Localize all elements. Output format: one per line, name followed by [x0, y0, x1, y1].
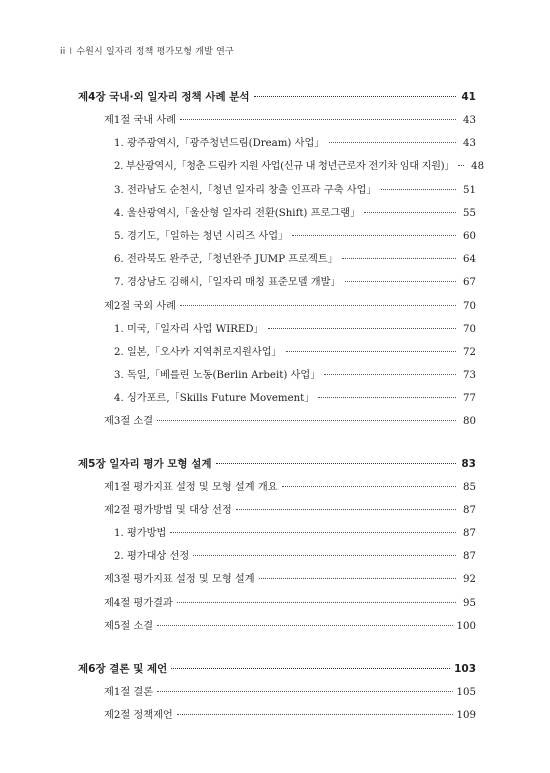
leader-dots [342, 258, 456, 259]
page-number: 73 [463, 370, 476, 382]
leader-dots [259, 578, 456, 579]
toc-entry[interactable] [78, 132, 476, 155]
leader-dots [177, 714, 453, 715]
entry-label: 제4절 평가결과 [104, 597, 173, 609]
entry-label: 제1절 결론 [104, 686, 154, 698]
toc-entry[interactable] [78, 499, 476, 522]
toc-entry[interactable] [78, 341, 476, 364]
toc-chapter-5[interactable] [78, 453, 476, 476]
leader-dots [254, 96, 456, 97]
page-number: 43 [463, 115, 476, 126]
leader-dots [180, 305, 456, 306]
chapter-spacer [78, 638, 476, 658]
toc-chapter-6[interactable] [78, 658, 476, 681]
leader-dots [282, 486, 456, 487]
toc-entry[interactable] [78, 592, 476, 615]
page-number: 72 [463, 346, 476, 358]
leader-dots [329, 142, 457, 143]
header-separator: I [69, 47, 73, 57]
page-number: 60 [463, 230, 476, 242]
toc-entry[interactable] [78, 109, 476, 132]
leader-dots [292, 235, 456, 236]
toc-entry[interactable] [78, 410, 476, 433]
entry-label: 3. 독일,「베를린 노동(Berlin Arbeit) 사업」 [114, 370, 321, 382]
leader-dots [170, 532, 456, 533]
toc-entry[interactable] [78, 476, 476, 499]
leader-dots [324, 374, 456, 375]
leader-dots [236, 509, 456, 510]
entry-label: 7. 경상남도 김해시,「일자리 매칭 표준모델 개발」 [114, 277, 341, 289]
page-number: 87 [463, 504, 476, 516]
entry-label: 1. 미국,「일자리 사업 WIRED」 [114, 323, 264, 335]
table-of-contents [78, 86, 485, 727]
chapter-title: 제4장 국내·외 일자리 정책 사례 분석 [78, 91, 250, 103]
toc-entry[interactable] [78, 179, 476, 202]
page-number: 92 [463, 574, 476, 586]
leader-dots [286, 351, 456, 352]
page-number: 95 [463, 597, 476, 609]
entry-label: 제1절 국내 사례 [104, 115, 177, 126]
leader-dots [193, 555, 456, 556]
running-header [60, 44, 234, 57]
entry-label: 제3절 소결 [104, 416, 154, 428]
leader-dots [157, 625, 452, 626]
entry-label: 2. 평가대상 선정 [114, 551, 190, 563]
leader-dots [318, 397, 456, 398]
page-number: 67 [463, 277, 476, 289]
page-number: 85 [463, 481, 476, 493]
leader-dots [216, 463, 456, 464]
entry-label: 3. 전라남도 순천시,「청년 일자리 창출 인프라 구축 사업」 [114, 184, 377, 196]
leader-dots [268, 328, 456, 329]
leader-dots [177, 602, 456, 603]
toc-entry[interactable] [78, 364, 476, 387]
page-number: 41 [461, 91, 476, 103]
page-number: 48 [471, 161, 485, 173]
entry-label: 제2절 국외 사례 [104, 300, 177, 312]
page-number: 55 [463, 207, 476, 219]
page-number: 105 [456, 686, 476, 698]
leader-dots [157, 691, 452, 692]
toc-entry[interactable] [78, 225, 476, 248]
page-number: 109 [456, 710, 476, 722]
toc-entry[interactable] [78, 522, 476, 545]
entry-label: 5. 경기도,「일하는 청년 시리즈 사업」 [114, 230, 289, 242]
leader-dots [364, 212, 456, 213]
page-number: 43 [463, 138, 476, 150]
entry-label: 제3절 평가지표 설정 및 모형 설계 [104, 574, 255, 586]
entry-label: 제2절 정책제언 [104, 710, 173, 722]
toc-entry[interactable] [78, 318, 476, 341]
leader-dots [458, 165, 464, 166]
toc-entry[interactable] [78, 155, 485, 178]
toc-entry[interactable] [78, 545, 476, 568]
header-title: 수원시 일자리 정책 평가모형 개발 연구 [76, 47, 234, 57]
leader-dots [180, 119, 456, 120]
header-page-number: ii [60, 47, 66, 57]
page-number: 100 [456, 620, 476, 632]
entry-label: 6. 전라북도 완주군,「청년완주 JUMP 프로젝트」 [114, 254, 338, 266]
entry-label: 제2절 평가방법 및 대상 선정 [104, 504, 232, 516]
page-number: 77 [463, 393, 476, 405]
page-number: 87 [463, 551, 476, 563]
entry-label: 2. 부산광역시,「청춘 드림카 지원 사업(신규 내 청년근로자 전기차 임대 지원)」 [114, 161, 455, 173]
page-number: 70 [463, 300, 476, 312]
page-number: 103 [454, 662, 476, 675]
entry-label: 2. 일본,「오사카 지역취로지원사업」 [114, 346, 282, 358]
page-number: 64 [463, 254, 476, 266]
entry-label: 4. 싱가포르,「Skills Future Movement」 [114, 393, 315, 405]
toc-entry[interactable] [78, 295, 476, 318]
leader-dots [345, 281, 456, 282]
toc-entry[interactable] [78, 568, 476, 591]
chapter-title: 제6장 결론 및 제언 [78, 662, 168, 675]
entry-label: 4. 울산광역시,「울산형 일자리 전환(Shift) 프로그램」 [114, 207, 361, 219]
entry-label: 제5절 소결 [104, 620, 154, 632]
toc-entry[interactable] [78, 681, 476, 704]
page-number: 87 [463, 528, 476, 539]
chapter-spacer [78, 434, 476, 453]
toc-chapter-4[interactable] [78, 86, 476, 109]
toc-entry[interactable] [78, 615, 476, 638]
chapter-title: 제5장 일자리 평가 모형 설계 [78, 457, 212, 470]
leader-dots [171, 668, 450, 669]
entry-label: 1. 광주광역시,「광주청년드림(Dream) 사업」 [114, 138, 325, 150]
entry-label: 제1절 평가지표 설정 및 모형 설계 개요 [104, 481, 278, 493]
page-number: 70 [463, 323, 476, 335]
toc-entry[interactable] [78, 704, 476, 727]
toc-entry[interactable] [78, 248, 476, 271]
page-number: 80 [463, 416, 476, 428]
page-number: 51 [463, 184, 476, 196]
toc-entry[interactable] [78, 271, 476, 294]
leader-dots [157, 420, 456, 421]
page-number: 83 [461, 457, 476, 470]
toc-entry[interactable] [78, 387, 476, 410]
entry-label: 1. 평가방법 [114, 528, 167, 539]
toc-entry[interactable] [78, 202, 476, 225]
leader-dots [381, 189, 456, 190]
